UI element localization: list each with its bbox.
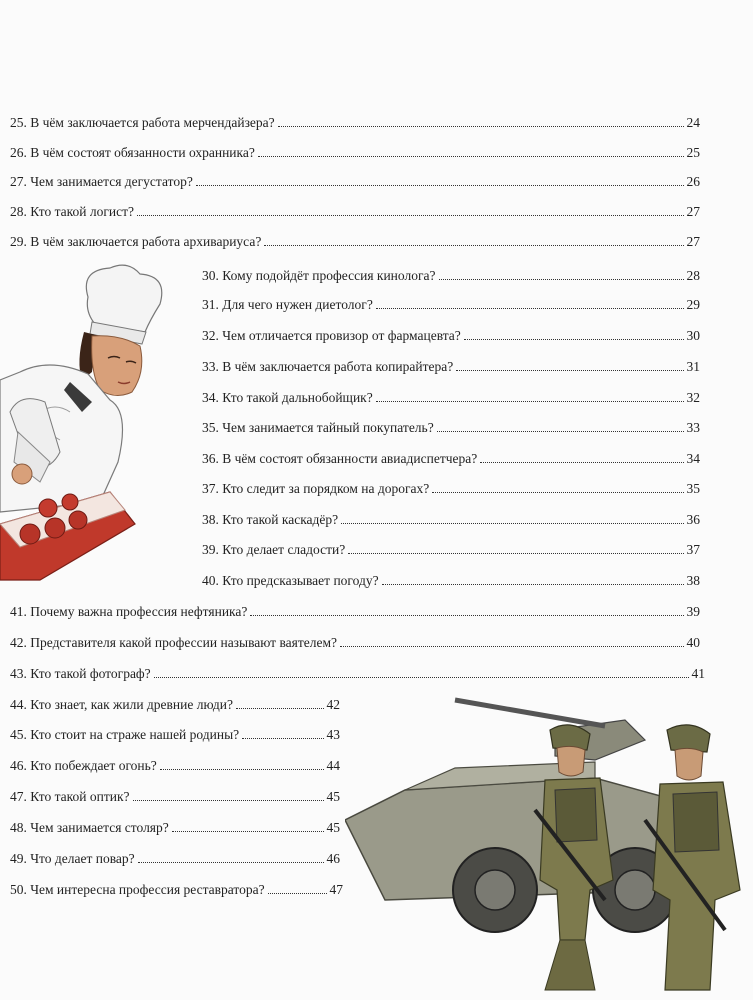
toc-entry-title: 37. Кто следит за порядком на дорогах? [202,481,430,496]
toc-page-number: 39 [686,604,700,619]
toc-dot-leader [464,339,684,340]
toc-page-number: 46 [326,851,340,866]
toc-entry[interactable] [10,845,340,867]
toc-entry-title: 44. Кто знает, как жили древние люди? [10,697,233,712]
toc-dot-leader [236,708,324,709]
toc-dot-leader [138,862,324,863]
toc-entry[interactable] [10,168,700,190]
toc-dot-leader [278,126,684,127]
toc-page-number: 42 [326,697,340,712]
toc-dot-leader [480,462,683,463]
toc-page-number: 24 [686,115,700,130]
toc-entry-title: 34. Кто такой дальнобойщик? [202,390,373,405]
toc-page-number: 34 [686,451,700,466]
toc-entry[interactable] [202,567,700,589]
toc-dot-leader [382,584,684,585]
toc-entry[interactable] [202,322,700,344]
toc-dot-leader [376,308,684,309]
toc-dot-leader [250,615,683,616]
toc-page-number: 32 [686,390,700,405]
toc-entry-title: 28. Кто такой логист? [10,204,134,219]
toc-page-number: 35 [686,481,700,496]
toc-entry[interactable] [10,783,340,805]
toc-entry-title: 35. Чем занимается тайный покупатель? [202,420,434,435]
toc-entry-title: 26. В чём состоят обязанности охранника? [10,145,255,160]
toc-page-number: 38 [686,573,700,588]
toc-entry[interactable] [10,109,700,131]
toc-entry[interactable] [202,384,700,406]
toc-entry-title: 49. Что делает повар? [10,851,135,866]
toc-entry[interactable] [10,598,700,620]
toc-dot-leader [154,677,689,678]
toc-dot-leader [196,185,684,186]
toc-entry-title: 36. В чём состоят обязанности авиадиспетчера? [202,451,478,466]
toc-entry[interactable] [10,139,700,161]
toc-page-number: 30 [686,328,700,343]
toc-dot-leader [439,279,684,280]
toc-entry[interactable] [202,414,700,436]
toc-entry[interactable] [202,536,700,558]
toc-page-number: 26 [686,174,700,189]
toc-page-number: 40 [686,635,700,650]
toc-page-number: 36 [686,512,700,527]
toc-entry[interactable] [10,629,700,651]
toc-entry-title: 38. Кто такой каскадёр? [202,512,339,527]
toc-dot-leader [264,245,683,246]
toc-entry-title: 27. Чем занимается дегустатор? [10,174,193,189]
toc-entry[interactable] [202,353,700,375]
toc-entry-title: 43. Кто такой фотограф? [10,666,151,681]
toc-dot-leader [348,553,683,554]
toc-page-number: 45 [326,789,340,804]
toc-dot-leader [341,523,683,524]
toc-page-number: 47 [329,882,343,897]
toc-dot-leader [242,738,323,739]
toc-page-number: 31 [686,359,700,374]
toc-page-number: 33 [686,420,700,435]
toc-page-number: 29 [686,297,700,312]
toc-entry-title: 40. Кто предсказывает погоду? [202,573,379,588]
toc-entry-title: 25. В чём заключается работа мерчендайзера? [10,115,275,130]
toc-entry-title: 45. Кто стоит на страже нашей родины? [10,727,240,742]
toc-dot-leader [172,831,324,832]
toc-entry[interactable] [202,506,700,528]
toc-dot-leader [258,156,684,157]
toc-page-number: 44 [326,758,340,773]
toc-page-number: 45 [326,820,340,835]
toc-entry[interactable] [202,475,700,497]
toc-page-number: 41 [691,666,705,681]
toc-page-number: 43 [326,727,340,742]
toc-dot-leader [437,431,684,432]
toc-dot-leader [137,215,684,216]
toc-entry-title: 29. В чём заключается работа архивариуса? [10,234,262,249]
toc-entry-title: 48. Чем занимается столяр? [10,820,169,835]
toc-entry[interactable] [10,228,700,250]
toc-entry[interactable] [10,814,340,836]
toc-dot-leader [268,893,327,894]
toc-entry-title: 41. Почему важна профессия нефтяника? [10,604,248,619]
toc-entry-title: 39. Кто делает сладости? [202,542,346,557]
toc-entry[interactable] [10,660,705,682]
toc-entry-title: 47. Кто такой оптик? [10,789,130,804]
toc-entry[interactable] [10,752,340,774]
toc-entry-title: 30. Кому подойдёт профессия кинолога? [202,268,436,283]
toc-dot-leader [376,401,684,402]
toc-entry-title: 46. Кто побеждает огонь? [10,758,157,773]
toc-entry[interactable] [10,691,340,713]
toc-page-number: 27 [686,234,700,249]
toc-dot-leader [340,646,683,647]
toc-entry[interactable] [202,445,700,467]
toc-entry[interactable] [202,291,700,313]
toc-page-number: 28 [686,268,700,283]
toc-entry-title: 50. Чем интересна профессия реставратора? [10,882,265,897]
toc-entry-title: 33. В чём заключается работа копирайтера? [202,359,454,374]
toc-entry[interactable] [202,262,700,284]
toc-entry-title: 31. Для чего нужен диетолог? [202,297,373,312]
toc-dot-leader [432,492,683,493]
toc-dot-leader [133,800,324,801]
toc-page-number: 37 [686,542,700,557]
toc-entry[interactable] [10,876,343,898]
toc-page-number: 25 [686,145,700,160]
toc-entry[interactable] [10,721,340,743]
toc-entry-title: 42. Представителя какой профессии называют ваятелем? [10,635,338,650]
toc-entry-title: 32. Чем отличается провизор от фармацевта? [202,328,461,343]
toc-entry[interactable] [10,198,700,220]
toc-dot-leader [160,769,324,770]
toc-dot-leader [456,370,683,371]
toc-page-number: 27 [686,204,700,219]
